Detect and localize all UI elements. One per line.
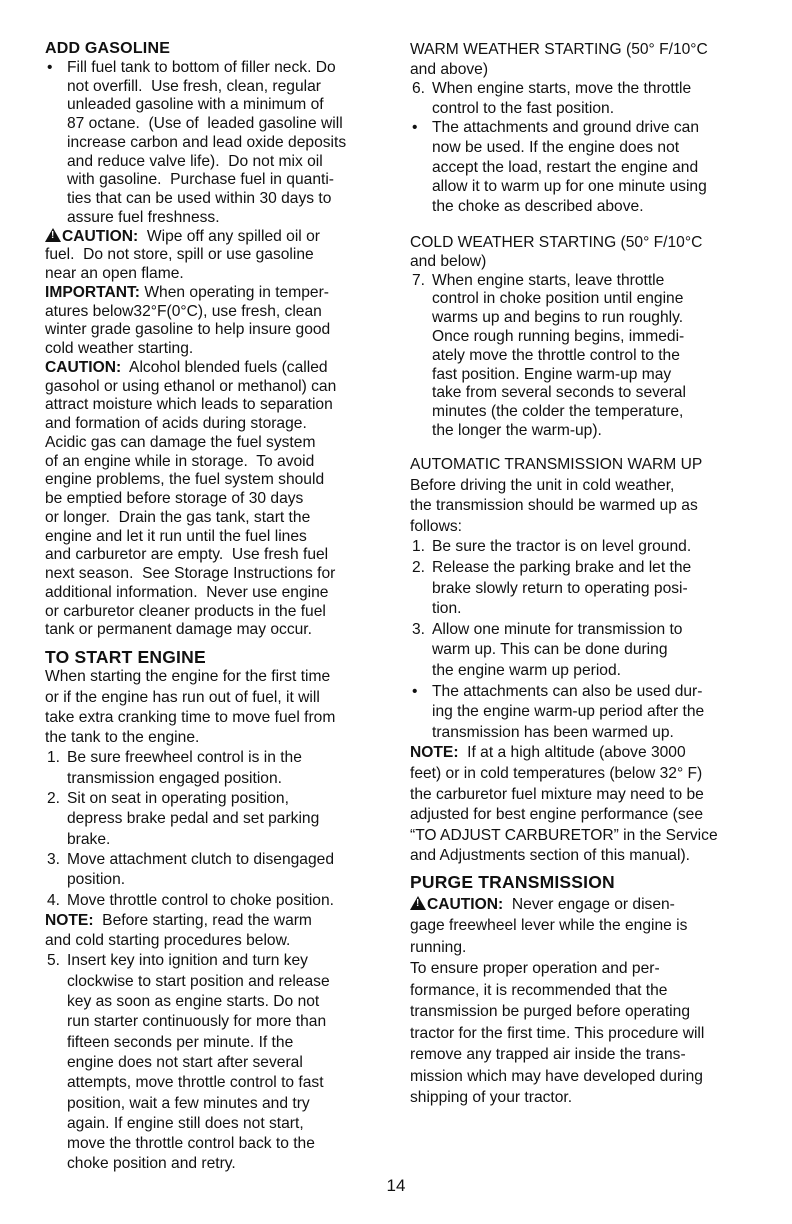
text-line: [432, 309, 770, 328]
text-line: [45, 621, 405, 640]
text-line: [410, 1044, 770, 1066]
line-text: Before starting, read the warm: [93, 911, 312, 929]
text-line: [432, 403, 770, 422]
line-text: tion.: [432, 600, 462, 618]
text-line: [410, 743, 770, 764]
paragraph: [45, 228, 405, 284]
list-item: [410, 118, 770, 216]
text-line: [432, 558, 770, 579]
line-text: key as soon as engine starts. Do not: [67, 993, 320, 1011]
line-text: engine does not start after several: [67, 1053, 303, 1071]
list-marker: 3.: [47, 850, 61, 868]
text-line: [45, 490, 405, 509]
text-line: [67, 789, 405, 809]
line-text: assure fuel freshness.: [67, 208, 220, 226]
text-line: [410, 764, 770, 785]
text-line: [45, 453, 405, 472]
text-line: [45, 528, 405, 547]
line-text: the engine warm up period.: [432, 661, 621, 679]
text-line: [45, 565, 405, 584]
line-text: now be used. If the engine does not: [432, 138, 680, 156]
text-line: [45, 284, 405, 303]
warm-weather-section: [410, 40, 770, 216]
label-lead: NOTE:: [45, 911, 94, 929]
list-item: [410, 682, 770, 744]
line-text: and reduce valve life). Do not mix oil: [67, 152, 323, 170]
line-text: Allow one minute for transmission to: [432, 620, 683, 638]
paragraph: [410, 476, 770, 538]
line-text: Release the parking brake and let the: [432, 558, 692, 576]
line-text: with gasoline. Purchase fuel in quanti-: [67, 171, 334, 189]
text-line: [45, 546, 405, 565]
line-text: move the throttle control back to the: [67, 1135, 315, 1153]
text-line: [45, 728, 405, 748]
line-text: feet) or in cold temperatures (below 32° F): [410, 764, 703, 782]
line-text: fuel. Do not store, spill or use gasoline: [45, 246, 314, 264]
text-line: [410, 826, 770, 847]
text-line: [410, 1087, 770, 1109]
line-text: “TO ADJUST CARBURETOR” in the Service: [410, 826, 718, 844]
line-text: and Adjustments section of this manual).: [410, 847, 690, 865]
text-line: [45, 584, 405, 603]
text-line: [432, 682, 770, 703]
text-line: [45, 471, 405, 490]
text-line: [45, 396, 405, 415]
line-text: depress brake pedal and set parking: [67, 810, 320, 828]
line-text: transmission be purged before operating: [410, 1003, 690, 1020]
start-engine-section: [45, 647, 405, 1175]
line-text: Before driving the unit in cold weather,: [410, 476, 675, 494]
text-line: [67, 78, 405, 97]
text-line: [45, 340, 405, 359]
line-text: attempts, move throttle control to fast: [67, 1074, 324, 1092]
text-line: [45, 228, 405, 247]
line-text: When engine starts, move the throttle: [432, 80, 692, 98]
list-item: [410, 272, 770, 441]
page-number: 14: [386, 1176, 406, 1195]
list-item: [45, 789, 405, 850]
list-marker: 5.: [47, 952, 61, 970]
text-line: [67, 992, 405, 1012]
paragraph: [410, 958, 770, 1109]
line-text: Move throttle control to choke position.: [67, 891, 334, 909]
text-line: [410, 476, 770, 497]
line-text: fifteen seconds per minute. If the: [67, 1033, 294, 1051]
text-line: [67, 891, 405, 911]
text-line: [410, 1066, 770, 1088]
line-text: and formation of acids during storage.: [45, 415, 307, 432]
line-text: COLD WEATHER STARTING (50° F/10°C: [410, 234, 703, 251]
list-item: [410, 537, 770, 558]
text-line: [45, 246, 405, 265]
line-text: warm up. This can be done during: [432, 641, 668, 659]
text-line: [67, 115, 405, 134]
line-text: adjusted for best engine performance (see: [410, 806, 703, 824]
line-text: WARM WEATHER STARTING (50° F/10°C: [410, 41, 708, 58]
line-text: shipping of your tractor.: [410, 1089, 573, 1106]
text-line: [410, 785, 770, 806]
line-text: take from several seconds to several: [432, 384, 686, 402]
line-text: follows:: [410, 517, 462, 535]
text-line: [67, 1073, 405, 1093]
paragraph: [45, 359, 405, 640]
line-text: the transmission should be warmed up as: [410, 497, 698, 515]
list-marker: •: [412, 682, 418, 700]
line-text: ties that can be used within 30 days to: [67, 190, 332, 207]
text-line: [45, 265, 405, 284]
text-line: [67, 96, 405, 115]
text-line: [410, 937, 770, 959]
list-marker: 3.: [412, 620, 426, 638]
line-text: Alcohol blended fuels (called: [121, 358, 328, 376]
line-text: position, wait a few minutes and try: [67, 1094, 310, 1112]
text-line: [410, 805, 770, 826]
line-text: brake.: [67, 830, 111, 848]
text-line: [45, 911, 405, 931]
text-line: [410, 1001, 770, 1023]
text-line: [45, 415, 405, 434]
section-heading: ADD GASOLINE: [45, 40, 171, 57]
text-line: [45, 321, 405, 340]
line-text: formance, it is recommended that the: [410, 981, 668, 999]
text-line: [45, 688, 405, 708]
label-lead: IMPORTANT:: [45, 283, 140, 301]
text-line: [432, 620, 770, 641]
text-line: [67, 1012, 405, 1032]
warning-icon: [410, 896, 426, 910]
text-line: [67, 134, 405, 153]
line-text: take extra cranking time to move fuel from: [45, 708, 336, 726]
line-text: the longer the warm-up).: [432, 421, 602, 439]
text-line: [432, 79, 770, 99]
list-item: [410, 558, 770, 620]
text-line: [432, 328, 770, 347]
text-line: [67, 748, 405, 768]
line-text: of an engine while in storage. To avoid: [45, 452, 315, 470]
section-heading: PURGE TRANSMISSION: [410, 872, 615, 892]
line-text: control in choke position until engine: [432, 290, 684, 308]
line-text: Once rough running begins, immedi-: [432, 327, 685, 345]
text-line: [410, 253, 770, 272]
text-line: [67, 850, 405, 870]
text-line: [67, 1053, 405, 1073]
paragraph: [410, 455, 770, 476]
text-line: [410, 846, 770, 867]
line-text: next season. See Storage Instructions for: [45, 565, 336, 582]
line-text: winter grade gasoline to help insure good: [45, 321, 331, 339]
line-text: Acidic gas can damage the fuel system: [45, 433, 316, 451]
list-item: [45, 951, 405, 1174]
text-line: [410, 958, 770, 980]
line-text: choke position and retry.: [67, 1155, 236, 1173]
line-text: Be sure freewheel control is in the: [67, 749, 302, 767]
line-text: the choke as described above.: [432, 197, 644, 215]
text-line: [67, 1033, 405, 1053]
line-text: gage freewheel lever while the engine is: [410, 917, 688, 934]
text-line: [410, 517, 770, 538]
text-line: [67, 809, 405, 829]
line-text: accept the load, restart the engine and: [432, 158, 699, 176]
text-line: [432, 537, 770, 558]
text-line: [410, 455, 770, 476]
line-text: or if the engine has run out of fuel, it will: [45, 688, 320, 706]
line-text: ately move the throttle control to the: [432, 346, 680, 364]
line-text: engine and let it run until the fuel lines: [45, 527, 307, 545]
text-line: [432, 366, 770, 385]
line-text: brake slowly return to operating posi-: [432, 579, 688, 597]
line-text: Sit on seat in operating position,: [67, 790, 289, 808]
line-text: engine problems, the fuel system should: [45, 471, 325, 489]
line-text: transmission has been warmed up.: [432, 723, 674, 741]
line-text: remove any trapped air inside the trans-: [410, 1046, 686, 1063]
list-marker: 4.: [47, 891, 61, 909]
text-line: [432, 347, 770, 366]
text-line: [410, 980, 770, 1002]
label-lead: NOTE:: [410, 744, 459, 762]
line-text: 87 octane. (Use of leaded gasoline will: [67, 115, 343, 132]
text-line: [432, 422, 770, 441]
add-gasoline-section: [45, 40, 405, 640]
list-marker: •: [47, 58, 53, 76]
text-line: [432, 158, 770, 178]
text-line: [432, 177, 770, 197]
label-lead: CAUTION:: [45, 358, 122, 376]
text-line: [45, 303, 405, 322]
line-text: warms up and begins to run roughly.: [432, 309, 684, 327]
text-line: [67, 171, 405, 190]
warning-icon: [45, 228, 61, 242]
line-text: position.: [67, 871, 126, 889]
text-line: [432, 272, 770, 291]
list-item: [45, 850, 405, 891]
line-text: atures below32°F(0°C), use fresh, clean: [45, 302, 322, 320]
text-line: [67, 870, 405, 890]
text-line: [67, 59, 405, 78]
text-line: [432, 579, 770, 600]
line-text: ing the engine warm-up period after the: [432, 703, 705, 721]
line-text: and above): [410, 60, 489, 78]
paragraph: [410, 894, 770, 959]
list-marker: •: [412, 119, 418, 137]
line-text: Be sure the tractor is on level ground.: [432, 538, 692, 556]
line-text: and carburetor are empty. Use fresh fuel: [45, 546, 329, 564]
line-text: the carburetor fuel mixture may need to be: [410, 785, 704, 803]
text-line: [67, 1134, 405, 1154]
cold-weather-section: [410, 234, 770, 441]
text-line: [67, 1154, 405, 1174]
line-text: To ensure proper operation and per-: [410, 960, 660, 977]
line-text: run starter continuously for more than: [67, 1013, 327, 1031]
line-text: The attachments can also be used dur-: [432, 682, 703, 700]
text-line: [432, 290, 770, 309]
text-line: [432, 723, 770, 744]
text-line: [67, 190, 405, 209]
list-item: [45, 891, 405, 911]
line-text: additional information. Never use engine: [45, 583, 329, 601]
line-text: running.: [410, 938, 467, 956]
text-line: [45, 434, 405, 453]
text-line: [67, 209, 405, 228]
line-text: tank or permanent damage may occur.: [45, 621, 312, 639]
text-line: [67, 972, 405, 992]
line-text: near an open flame.: [45, 265, 184, 282]
list-marker: 1.: [47, 749, 61, 767]
paragraph: [45, 911, 405, 952]
line-text: the tank to the engine.: [45, 729, 200, 747]
list-item: [45, 59, 405, 228]
text-line: [410, 894, 770, 916]
text-line: [410, 496, 770, 517]
text-line: [45, 359, 405, 378]
list-marker: 1.: [412, 538, 426, 556]
list-marker: 2.: [412, 558, 426, 576]
text-line: [67, 1094, 405, 1114]
line-text: fast position. Engine warm-up may: [432, 365, 672, 383]
paragraph: [410, 234, 770, 272]
text-line: [45, 509, 405, 528]
text-line: [45, 667, 405, 687]
paragraph: [45, 284, 405, 359]
text-line: [410, 234, 770, 253]
text-line: [410, 60, 770, 80]
text-line: [432, 640, 770, 661]
text-line: [67, 769, 405, 789]
text-line: [45, 708, 405, 728]
text-line: [432, 99, 770, 119]
line-text: Fill fuel tank to bottom of filler neck. Do: [67, 58, 336, 76]
text-line: [67, 1114, 405, 1134]
line-text: When starting the engine for the first time: [45, 668, 331, 686]
text-line: [432, 384, 770, 403]
text-line: [45, 378, 405, 397]
line-text: and cold starting procedures below.: [45, 932, 291, 950]
text-line: [432, 661, 770, 682]
line-text: again. If engine still does not start,: [67, 1114, 304, 1132]
line-text: AUTOMATIC TRANSMISSION WARM UP: [410, 456, 703, 473]
line-text: When operating in temper-: [140, 283, 329, 301]
line-text: not overfill. Use fresh, clean, regular: [67, 77, 321, 95]
text-line: [410, 915, 770, 937]
section-heading: TO START ENGINE: [45, 647, 206, 667]
line-text: The attachments and ground drive can: [432, 119, 699, 137]
text-line: [45, 931, 405, 951]
text-line: [432, 702, 770, 723]
line-text: minutes (the colder the temperature,: [432, 403, 684, 421]
line-text: gasohol or using ethanol or methanol) can: [45, 377, 337, 395]
line-text: attract moisture which leads to separation: [45, 396, 333, 414]
line-text: or carburetor cleaner products in the fuel: [45, 602, 326, 620]
line-text: transmission engaged position.: [67, 769, 282, 787]
text-line: [432, 138, 770, 158]
line-text: Insert key into ignition and turn key: [67, 952, 308, 970]
label-lead: CAUTION:: [62, 227, 139, 245]
line-text: When engine starts, leave throttle: [432, 271, 665, 289]
line-text: Never engage or disen-: [503, 895, 675, 913]
paragraph: [410, 40, 770, 79]
line-text: allow it to warm up for one minute using: [432, 178, 707, 196]
list-marker: 7.: [412, 271, 426, 289]
line-text: mission which may have developed during: [410, 1067, 703, 1085]
paragraph: [45, 667, 405, 748]
line-text: and below): [410, 252, 487, 270]
text-line: [432, 599, 770, 620]
paragraph: [410, 743, 770, 867]
list-marker: 6.: [412, 80, 426, 98]
line-text: increase carbon and lead oxide deposits: [67, 133, 347, 151]
label-lead: CAUTION:: [427, 895, 504, 913]
text-line: [67, 153, 405, 172]
line-text: Move attachment clutch to disengaged: [67, 850, 334, 868]
text-line: [410, 40, 770, 60]
text-line: [432, 118, 770, 138]
text-line: [432, 197, 770, 217]
text-line: [410, 1023, 770, 1045]
line-text: If at a high altitude (above 3000: [458, 744, 686, 762]
list-marker: 2.: [47, 790, 61, 808]
line-text: Wipe off any spilled oil or: [138, 227, 320, 245]
line-text: clockwise to start position and release: [67, 972, 330, 990]
auto-transmission-section: [410, 455, 770, 867]
list-item: [45, 748, 405, 789]
line-text: control to the fast position.: [432, 99, 615, 117]
line-text: or longer. Drain the gas tank, start the: [45, 508, 311, 526]
text-line: [67, 951, 405, 971]
text-line: [45, 603, 405, 622]
line-text: tractor for the first time. This procedure will: [410, 1024, 705, 1042]
line-text: unleaded gasoline with a minimum of: [67, 96, 324, 114]
purge-transmission-section: [410, 872, 770, 1109]
list-item: [410, 620, 770, 682]
line-text: cold weather starting.: [45, 340, 194, 357]
text-line: [67, 830, 405, 850]
list-item: [410, 79, 770, 118]
line-text: be emptied before storage of 30 days: [45, 490, 304, 507]
